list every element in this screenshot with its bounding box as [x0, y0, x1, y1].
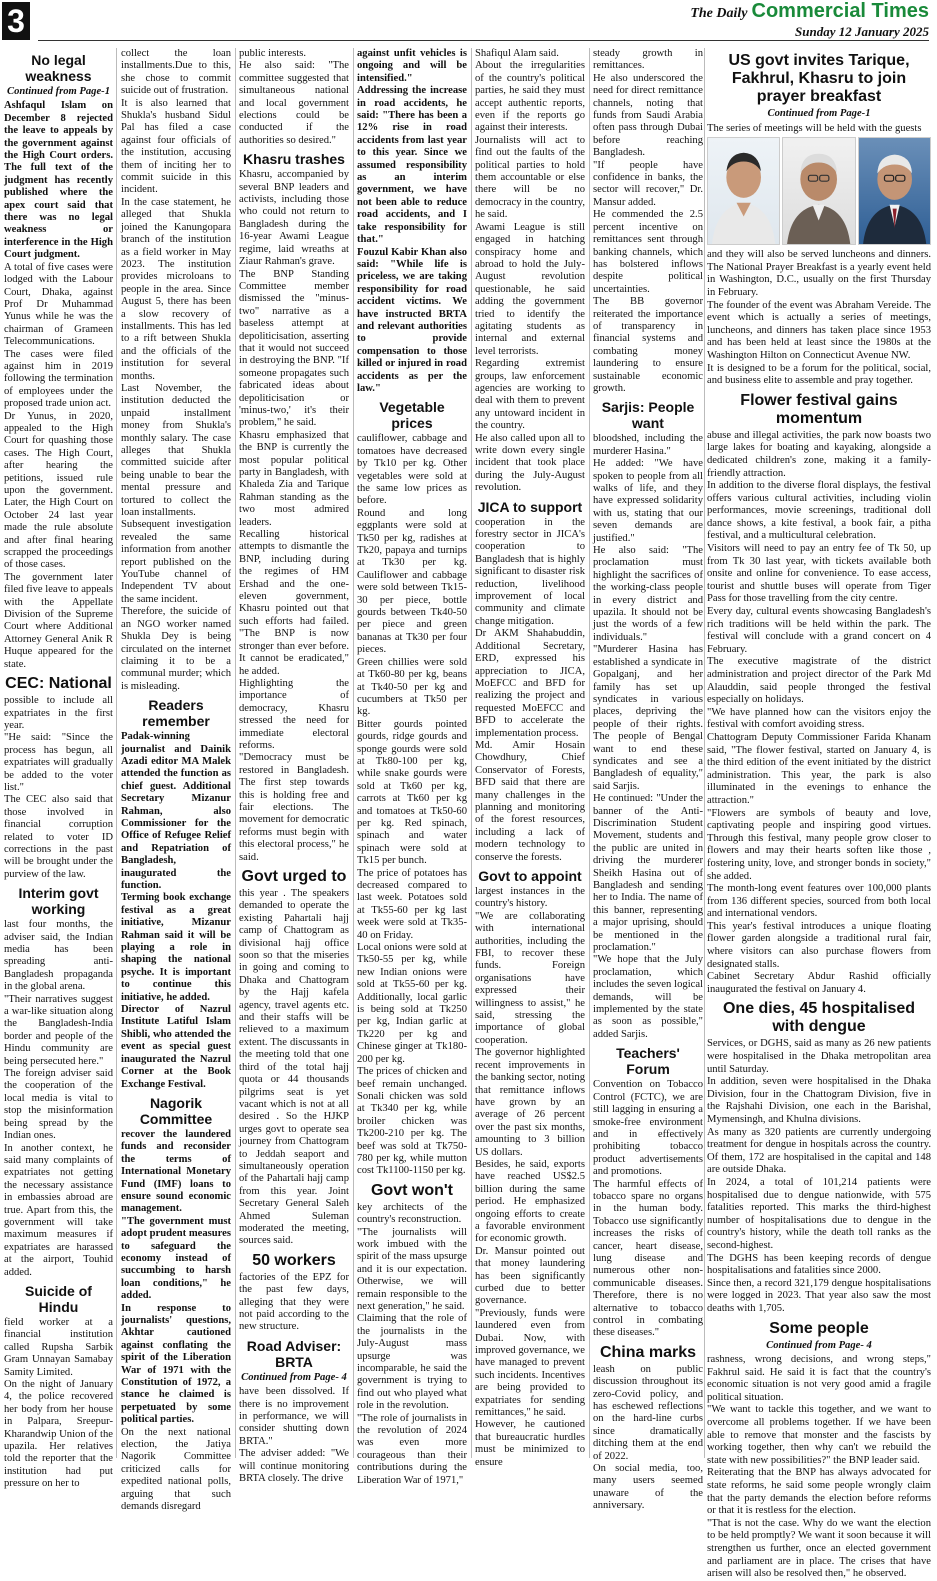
article-paragraph: "We are collaborating with international authorities, including the FBI, to recover these funds. Foreign organisations have expressed their willingness to assist," he said, stressing the importance of global cooperation.	[475, 910, 585, 1046]
article-paragraph: "If people have confidence in banks, the sector will recover," Dr. Mansur added.	[593, 159, 703, 208]
article-paragraph: The foreign adviser said the cooperation of the local media is vital to stop the misinformation being spread by the Indian ones.	[4, 1068, 113, 1142]
headline-some-people: Some people	[769, 1319, 869, 1337]
article-paragraph: "The journalists will work imbued with the spirit of the mass upsurge and it is our expectation. Otherwise, we will remain responsible to the next generation," he said.	[357, 1226, 467, 1312]
article-paragraph: and they will also be served luncheons and dinners. The National Prayer Breakfast is a yearly event held in Washington, D.C., usually on the first Thursday in February.	[707, 249, 931, 298]
article-paragraph: It is designed to be a forum for the political, social, and business elite to assemble and pray together.	[707, 362, 931, 387]
article-paragraph: Dr. Mansur pointed out that money laundering has been significantly curbed due to better governance.	[475, 1245, 585, 1307]
column-7	[707, 48, 931, 1580]
article-paragraph: Bitter gourds pointed gourds, ridge gourds and sponge gourds were sold at Tk80-100 per kg, while snake gourds were sold at Tk60 per kg, carrots at Tk60 per kg and tomatoes at Tk50-60 per kg. Red spinach, spinach and water spinach were sold at Tk15 per bunch.	[357, 718, 467, 867]
continued-note: Continued from Page- 4	[766, 1339, 872, 1351]
article-paragraph: The executive magistrate of the district administration and project director of the Park Md Alauddin, said people thronged the festival especially on holidays.	[707, 656, 931, 706]
article-paragraph: "The government must adopt prudent measures to safeguard the economy instead of succumbing to harsh loan conditions," he added.	[121, 1215, 231, 1302]
masthead	[690, 0, 929, 40]
article-paragraph: On the next national election, the Jatiya Nagorik Committee criticized calls for expedited national polls, arguing that such demands disregard	[121, 1426, 231, 1513]
column-divider	[589, 48, 590, 1458]
article-paragraph: recover the laundered funds and reconsider the terms of International Monetary Fund (IMF) loans to ensure sound economic management.	[121, 1128, 231, 1215]
article-paragraph: bloodshed, including the murderer Hasina."	[593, 433, 703, 457]
article-paragraph: He added: "We have spoken to people from all walks of life, and they have expressed solidarity with us, stating that our seven demands are justified."	[593, 458, 703, 544]
continued-note: Continued from Page- 4	[241, 1371, 347, 1383]
article-paragraph: "We want to tackle this together, and we want to overcome all problems together. If we have been able to remove that monster and the fascists by working together, then why can't we rebuild the state with new possibilities?" the BNP leader said.	[707, 1404, 931, 1466]
column-3	[239, 48, 349, 1485]
portrait-fakhrul-icon	[782, 137, 855, 245]
article-paragraph: The DGHS has been keeping records of dengue hospitalisations and fatalities since 2000.	[707, 1252, 931, 1277]
article-paragraph: Highlighting the importance of democracy, Khasru stressed the need for immediate electoral reforms.	[239, 677, 349, 751]
column-4	[357, 48, 467, 1486]
article-paragraph: The price of potatoes has decreased compared to last week. Potatoes sold at Tk55-60 per kg last week were sold at Tk35-40 on Friday.	[357, 867, 467, 941]
article-paragraph: abuse and illegal activities, the park now boasts two large lakes for boating and kayaking, alongside a dedicated children's zone, making it a family-friendly attraction.	[707, 429, 931, 479]
article-paragraph: He also called upon all to write down every single incident that took place during the July-August revolution.	[475, 432, 585, 494]
article-paragraph: However, he cautioned that bureaucratic hurdles must be minimized to ensure	[475, 1419, 585, 1468]
article-paragraph: this year . The speakers demanded to operate the existing Pahartali hajj camp of Chattogram as divisional hajj office soon so that the miseries in going and coming to Dhaka and Chattogram by the Hajj kafela agency, travel agents etc. and their staffs will be relieved to a maximum extent. The discussants in the meeting told that one third of the total hajj quota or 44 thousands pilgrims seat is yet vacant which is not at all desired . So the HJKP urges govt to operate sea journey from Chattogram to Jeddah seaport and simultaneously operation of the Pahartali hajj camp from this year. Joint Secretary General Saleh Ahmed Suleman moderated the meeting, sources said.	[239, 888, 349, 1247]
article-paragraph: It is also learned that Shukla's husband Sidul Pal has filed a case against four officials of the institution, accusing them of inciting her to commit suicide in this incident.	[121, 97, 231, 196]
article-paragraph: "The role of journalists in the revolution of 2024 was even more courageous than their contributions during the Liberation War of 1971,"	[357, 1412, 467, 1486]
headline-teachers-forum: Teachers' Forum	[616, 1045, 680, 1078]
article-paragraph: The CEC also said that those involved in financial corruption related to voter ID corrections in the past will be brought under the purview of the law.	[4, 794, 113, 880]
article-paragraph: Md. Amir Hosain Chowdhury, Chief Conservator of Forests, BFD said that there are many challenges in the planning and monitoring of the forest resources, including a lack of modern technology to conserve the forests.	[475, 739, 585, 863]
article-paragraph: "That is not the case. Why do we want the election to be held promptly? We want it soon because it will strengthen us further, once an elected government and parliament are in place. The crises that have arisen will also be resolved then," he observed.	[707, 1517, 931, 1580]
portrait-khasru-icon	[858, 137, 931, 245]
headline-jica-to-support: JICA to support	[477, 498, 583, 515]
article-paragraph: Fouzul Kabir Khan also said: "While life is priceless, we are taking responsibility for road accident victims. We have instructed BRTA and relevant authorities to provide compensation to those killed or injured in road accidents as per the law."	[357, 246, 467, 394]
article-paragraph: cauliflower, cabbage and tomatoes have decreased by Tk10 per kg. Other vegetables were sold at the same low prices as before.	[357, 433, 467, 507]
article-paragraph: On social media, too, many users seemed unaware of the anniversary.	[593, 1463, 703, 1512]
headline-govt-urged: Govt urged to	[241, 868, 347, 885]
article-paragraph: On the night of January 4, the police recovered her body from her house in Palpara, Sreepur-Kharandwip Union of the upazila. Her relatives told the reporter that the institution had put pressure on her to	[4, 1379, 113, 1490]
article-paragraph: Awami League is still engaged in hatching conspiracy home and abroad to hold the July-August revolution questionable, he said adding the government tried to identify the agitating students as internal and external level terrorists.	[475, 221, 585, 357]
page-number: 3	[2, 2, 30, 40]
masthead-the: The Daily	[690, 6, 748, 21]
column-1	[4, 48, 113, 1490]
article-paragraph: last four months, the adviser said, the Indian media has been spreading anti-Bangladesh propaganda in the global arena.	[4, 919, 113, 993]
photo-strip	[707, 137, 931, 245]
article-paragraph: collect the loan installments.Due to this, she chose to commit suicide out of frustration.	[121, 48, 231, 97]
article-paragraph: Local onions were sold at Tk50-55 per kg, while new Indian onions were sold at Tk55-60 per kg. Additionally, local garlic is being sold at Tk250 per kg, Indian garlic at Tk220 per kg and Chinese ginger at Tk180-200 per kg.	[357, 942, 467, 1065]
headline-dengue: One dies, 45 hospitalised with dengue	[722, 1000, 916, 1036]
article-paragraph: against unfit vehicles is ongoing and will be intensified."	[357, 48, 467, 84]
column-divider	[471, 48, 472, 1458]
article-paragraph: Every day, cultural events showcasing Bangladesh's rich traditions will be held within the park. The festival will conclude with a grand concert on 4 February.	[707, 606, 931, 655]
article-paragraph: Khasru, accompanied by several BNP leaders and activists, including those who could not return to Bangladesh during the 16-year Awami League regime, laid wreaths at Ziaur Rahman's grave.	[239, 169, 349, 268]
article-paragraph: In the case statement, he alleged that Shukla joined the Kanungopara branch of the institution as a field worker in May 2023. The institution provides microloans to people in the area. Since August 5, there has been a slow recovery of installments. This has led to a rift between Shukla and the officials of the institution for several months.	[121, 196, 231, 382]
article-paragraph: rashness, wrong decisions, and wrong steps," Fakhrul said. He said it is fact that the country's economic situation is not very good amid a fragile political situation.	[707, 1354, 931, 1403]
article-paragraph: Dr Yunus, in 2020, appealed to the High Court for quashing those cases. The High Court, after hearing the petitions, issued rule upon the government. Later, the High Court on October 24 last year made the rule absolute and after final hearing scrapped the proceedings of those cases.	[4, 410, 113, 571]
headline-road-adviser: Road Adviser: BRTA	[246, 1337, 342, 1370]
article-paragraph: He continued: "Under the banner of the Anti-Discrimination Student Movement, students and the public are united in driving the murderer Sheikh Hasina out of Bangladesh and sending her to India. The name of this banner, representing a major uprising, should be mentioned in the proclamation."	[593, 793, 703, 954]
headline-khasru-trashes: Khasru trashes	[243, 151, 345, 168]
article-paragraph: Recalling historical attempts to dismantle the BNP, including during the regimes of HM Ershad and the one-eleven government, Khasru pointed out that such efforts had failed. "The BNP is now stronger than ever before. It cannot be eradicated," he added.	[239, 529, 349, 677]
column-divider	[704, 48, 705, 1458]
article-paragraph: Since then, a record 321,179 dengue hospitalisations were logged in 2023. That year also saw the most deaths with 1,705.	[707, 1277, 931, 1314]
headline-50-workers: 50 workers	[252, 1251, 336, 1269]
article-paragraph: "Previously, funds were laundered even from Dubai. Now, with improved governance, we have managed to prevent such incidents. Incentives are being provided to expatriates for sending remittances," he said.	[475, 1307, 585, 1419]
article-paragraph: field worker at a financial institution called Rupsha Sarbik Gram Unnayan Samabay Samity Limited.	[4, 1316, 113, 1378]
article-paragraph: Dr AKM Shahabuddin, Additional Secretary, ERD, expressed his appreciation to JICA, MoEFCC and BFD for realizing the project and requested MoEFCC and BFD to accelerate the implementation process.	[475, 628, 585, 739]
continued-note: Continued from Page-1	[767, 108, 871, 119]
article-paragraph: He also said: "The committee suggested that simultaneous national and local government elections could be conducted if the authorities so desired."	[239, 60, 349, 146]
article-paragraph: Claiming that the role of the journalists in the July-August mass upsurge was incomparable, he said the government is trying to find out who played what role in the revolution.	[357, 1313, 467, 1412]
article-paragraph: The government later filed five leave to appeals with the Appellate Division of the Supreme Court where Additional Attorney General Anik R Huque appeared for the state.	[4, 571, 113, 670]
headline-sarjis: Sarjis: People want	[601, 399, 695, 432]
article-paragraph: In 2024, a total of 101,214 patients were hospitalised due to dengue nationwide, with 575 fatalities reported. This marks the third-highest number of hospitalisations due to dengue in the country's history, while the death toll ranks as the second-highest.	[707, 1176, 931, 1251]
article-paragraph: About the irregularities of the country's political parties, he said they must accept authentic reports, even if the reports go against their interests.	[475, 60, 585, 134]
article-paragraph: largest instances in the country's history.	[475, 886, 585, 910]
column-divider	[116, 48, 117, 1458]
article-paragraph: The governor highlighted recent improvements in the banking sector, noting that remittance inflows have grown by an average of 26 percent over the past six months, amounting to 3 billion US dollars.	[475, 1047, 585, 1158]
article-paragraph: The prices of chicken and beef remain unchanged. Sonali chicken was sold at Tk340 per kg, while broiler chicken was Tk200-210 per kg. The beef was sold at Tk750-780 per kg, while mutton cost Tk1100-1150 per kg.	[357, 1066, 467, 1177]
article-paragraph: Regarding extremist groups, law enforcement agencies are working to deal with them to prevent any untoward incident in the country.	[475, 358, 585, 432]
article-paragraph: In addition to the diverse floral displays, the festival offers various cultural activities, including violin performances, movie screenings, traditional doll dance shows, a kite festival, a book fair, a pitha festival, and a multicultural celebration.	[707, 480, 931, 542]
article-paragraph: Last November, the institution deducted the unpaid installment money from Shukla's monthly salary. The case alleges that Shukla committed suicide after being unable to bear the mental pressure and tortured to collect the loan installments.	[121, 382, 231, 519]
article-paragraph: The month-long event features over 100,000 plants from 136 different species, sourced from both local and international vendors.	[707, 883, 931, 920]
article-paragraph: He also said: "The proclamation must highlight the sacrifices of the working-class people in every district and upazila. It should not be just the words of a few individuals."	[593, 545, 703, 643]
headline-suicide-of-hindu: Suicide of Hindu	[25, 1282, 92, 1315]
article-paragraph: Journalists will act to find out the faults of the political parties to hold them accountable or else there will be no democracy in the country, he said.	[475, 134, 585, 221]
article-paragraph: Services, or DGHS, said as many as 26 new patients were hospitalised in the Dhaka metropolitan area until Saturday.	[707, 1038, 931, 1075]
article-paragraph: Visitors will need to pay an entry fee of Tk 50, up from Tk 30 last year, with tickets available both onsite and online for convenience. To ease access, tourist and shuttle buses will operate from Tiger Pass for those travelling from the city centre.	[707, 543, 931, 605]
article-paragraph: In another context, he said many complaints of expatriates not getting the necessary assistance in embassies abroad are true. Apart from this, the government will take maximum measures if expatriates are harassed at the airport, Touhid added.	[4, 1142, 113, 1278]
headline-readers-remember: Readers remember	[142, 697, 210, 730]
headline-nagorik-committee: Nagorik Committee	[139, 1094, 213, 1127]
article-paragraph: Besides, he said, exports have reached US$2.5 billion during the same period. He emphasized ongoing efforts to create a favorable environment for economic growth.	[475, 1158, 585, 1245]
article-paragraph: In response to journalists' questions, Akhtar cautioned against conflating the spirit of the Liberation War of 1971 with the Constitution of 1972, a stance he claimed is perpetuated by some political parties.	[121, 1302, 231, 1426]
article-paragraph: factories of the EPZ for the past few days, alleging that they were not paid according to the new structure.	[239, 1271, 349, 1333]
article-paragraph: Reiterating that the BNP has always advocated for state reforms, he said some people wrongly claim that the party demands the election before reforms or that it is restless for the election.	[707, 1467, 931, 1517]
article-paragraph: "Their narratives suggest a war-like situation along the Bangladesh-India border and people of the Hindu community are being persecuted here."	[4, 993, 113, 1067]
article-paragraph: Shafiqul Alam said.	[475, 48, 559, 59]
article-paragraph: public interests.	[239, 48, 307, 59]
article-paragraph: He also underscored the need for direct remittance channels, noting that funds from Saudi Arabia often pass through Dubai before reaching Bangladesh.	[593, 72, 703, 159]
article-paragraph: "Democracy must be restored in Bangladesh. The first step towards this is holding free and fair elections. The movement for democratic reforms must begin with this electoral process," he said.	[239, 752, 349, 863]
article-paragraph: possible to include all expatriates in the first year.	[4, 695, 113, 731]
article-paragraph: have been dissolved. If there is no improvement in performance, we will consider shutting down BRTA."	[239, 1386, 349, 1447]
headline-govt-to-appoint: Govt to appoint	[478, 868, 582, 884]
article-paragraph: Addressing the increase in road accidents, he said: "There has been a 12% rise in road accidents from last year to this year. Since we assumed responsibility as an interim government, we have not been able to reduce road accidents, and I take responsibility for that."	[357, 85, 467, 246]
article-paragraph: Subsequent investigation revealed the same information from another report published on the YouTube channel of Independent TV about the same incident.	[121, 519, 231, 605]
article-paragraph: The series of meetings will be held with the guests	[707, 122, 922, 134]
headline-govt-wont: Govt won't	[370, 1181, 453, 1199]
continued-note: Continued from Page-1	[7, 86, 110, 97]
article-paragraph: Khasru emphasized that the BNP is currently the most popular political party in Bangladesh, with Khaleda Zia and Tarique Rahman standing as the two most admired leaders.	[239, 429, 349, 528]
article-paragraph: A total of five cases were lodged with the Labour Court, Dhaka, against Prof Dr Muhammad Yunus while he was the chairman of Grameen Telecommunications. The cases were filed against him in 2019 following the termination of employees under the proposed trade union act.	[4, 261, 113, 410]
article-paragraph: "He said: "Since the process has begun, all expatriates will gradually be added to the voter list."	[4, 732, 113, 793]
article-paragraph: Ashfaqul Islam on December 8 rejected the leave to appeals by the government against the High Court orders. The full text of the judgment has recently published where the apex court said that there was no legal weakness or interference in the High Court judgment.	[4, 100, 113, 261]
article-paragraph: Director of Nazrul Institute Latiful Islam Shibli, who attended the event as special guest inaugurated the Nazrul Corner at the Book Exchange Festival.	[121, 1004, 231, 1090]
issue-date: Sunday 12 January 2025	[795, 24, 929, 39]
column-6	[593, 48, 703, 1512]
article-paragraph: Convention on Tobacco Control (FCTC), we are still lagging in ensuring a smoke-free environment and in effectively prohibiting tobacco product advertisements and promotions.	[593, 1079, 703, 1178]
page-header	[0, 0, 937, 44]
article-paragraph: This year's festival introduces a unique floating flower garden alongside a traditional rural fair, where visitors can also purchase flowers from designated stalls.	[707, 920, 931, 970]
article-paragraph: "We hope that the July proclamation, which includes the seven logical demands, will be implemented by the state as soon as possible," added Sarjis.	[593, 954, 703, 1040]
article-paragraph: "Flowers are symbols of beauty and love, captivating people and inspiring good virtues. Through this festival, many people grow closer to flowers and may their hearts soften like those , fostering unity, love, and stronger bonds in society," she added.	[707, 807, 931, 882]
article-paragraph: "We have planned how can the visitors enjoy the festival with comfort avoiding stress.	[707, 706, 931, 731]
article-paragraph: Padak-winning journalist and Dainik Azadi editor MA Malek attended the function as chief guest. Additional Secretary Mizanur Rahman, also Commissioner for the Office of Refugee Relief and Repatriation of Bangladesh, inaugurated the function.	[121, 731, 231, 891]
article-paragraph: The BNP Standing Committee member dismissed the "minus-two" narrative as a baseless attempt at depoliticisation, asserting that it would not succeed in destroying the BNP. "If someone propagates such fabricated ideas about depoliticisation or 'minus-two,' it's their problem," he said.	[239, 268, 349, 429]
article-paragraph: key architects of the country's reconstruction.	[357, 1201, 467, 1226]
headline-vegetable-prices: Vegetable prices	[379, 399, 445, 432]
column-divider	[353, 48, 354, 1458]
column-2	[121, 48, 231, 1513]
article-paragraph: The BB governor reiterated the importance of transparency in financial systems and combating money laundering to ensure sustainable economic growth.	[593, 296, 703, 394]
column-divider	[235, 48, 236, 1458]
article-paragraph: Green chillies were sold at Tk60-80 per kg, beans at Tk40-50 per kg and cucumbers at Tk50 per kg.	[357, 656, 467, 718]
article-paragraph: Terming book exchange festival as a great initiative, Mizanur Rahman said it will be playing a role in shaping the national psyche. It is important to continue this initiative, he added.	[121, 892, 231, 1003]
article-paragraph: He commended the 2.5 percent incentive on remittances sent through banking channels, which has bolstered inflows despite political uncertainties.	[593, 209, 703, 295]
headline-cec-national: CEC: National	[5, 675, 112, 693]
headline-interim-govt: Interim govt working	[18, 885, 99, 918]
article-paragraph: "Murderer Hasina has established a syndicate in Gopalganj, and her family has set up syndicates in various places, depriving the people of their rights. The people of Bengal want to end these syndicates and see a Bangladesh of equality," said Sarjis.	[593, 644, 703, 792]
article-paragraph: The adviser added: "We will continue monitoring BRTA closely. The drive	[239, 1448, 349, 1485]
headline-flower-festival: Flower festival gains momentum	[740, 391, 898, 427]
headline-us-govt-invites: US govt invites Tarique, Fakhrul, Khasru to join prayer breakfast	[728, 52, 910, 105]
column-5	[475, 48, 585, 1468]
article-paragraph: Chattogram Deputy Commissioner Farida Khanam said, "The flower festival, started on January 4, is the third edition of the event initiated by the district administration. This year, the park is also illuminated in the evenings to enhance the attraction."	[707, 731, 931, 806]
article-paragraph: steady growth in remittances.	[593, 48, 703, 72]
portrait-tarique-icon	[707, 137, 780, 245]
headline-no-legal-weakness: No legal weakness	[25, 52, 92, 84]
article-paragraph: As many as 320 patients are currently undergoing treatment for dengue in hospitals across the country. Of them, 172 are hospitalised in the capital and 148 are outside Dhaka.	[707, 1126, 931, 1176]
masthead-name: Commercial Times	[751, 0, 929, 22]
header-divider	[38, 40, 929, 41]
article-paragraph: Cabinet Secretary Abdur Rashid officially inaugurated the festival on January 4.	[707, 971, 931, 995]
article-paragraph: leash on public discussion throughout its zero-Covid policy, and has eschewed reflections on the hard-line curbs since dramatically ditching them at the end of 2022.	[593, 1363, 703, 1462]
article-paragraph: cooperation in the forestry sector in JICA's cooperation to Bangladesh that is highly significant to disaster risk reduction, livelihood improvement of local community and climate change mitigation.	[475, 516, 585, 627]
article-paragraph: In addition, seven were hospitalised in the Dhaka Division, four in the Chattogram Division, five in the Rajshahi Division, one each in the Barishal, Mymensingh, and Khulna divisions.	[707, 1076, 931, 1125]
headline-china-marks: China marks	[599, 1343, 697, 1361]
article-paragraph: Round and long eggplants were sold at Tk50 per kg, radishes at Tk20, papaya and turnips at Tk30 per kg. Cauliflower and cabbage were sold between Tk15-30 per piece, bottle gourds between Tk40-50 per piece and green bananas at Tk30 per four pieces.	[357, 507, 467, 656]
article-paragraph: The harmful effects of tobacco spare no organs in the human body. Tobacco use significantly increases the risks of cancer, heart disease, lung disease and numerous other non-communicable diseases. Therefore, there is no alternative to tobacco control in combating these diseases."	[593, 1178, 703, 1339]
article-paragraph: The founder of the event was Abraham Vereide. The event which is actually a series of meetings, luncheons, and dinners has taken place since 1953 and has been held at least since the 1980s at the Washington Hilton on Connecticut Avenue NW.	[707, 299, 931, 361]
article-paragraph: Therefore, the suicide of an NGO worker named Shukla Dey is being circulated on the internet claiming it to be a communal murder; which is misleading.	[121, 606, 231, 692]
